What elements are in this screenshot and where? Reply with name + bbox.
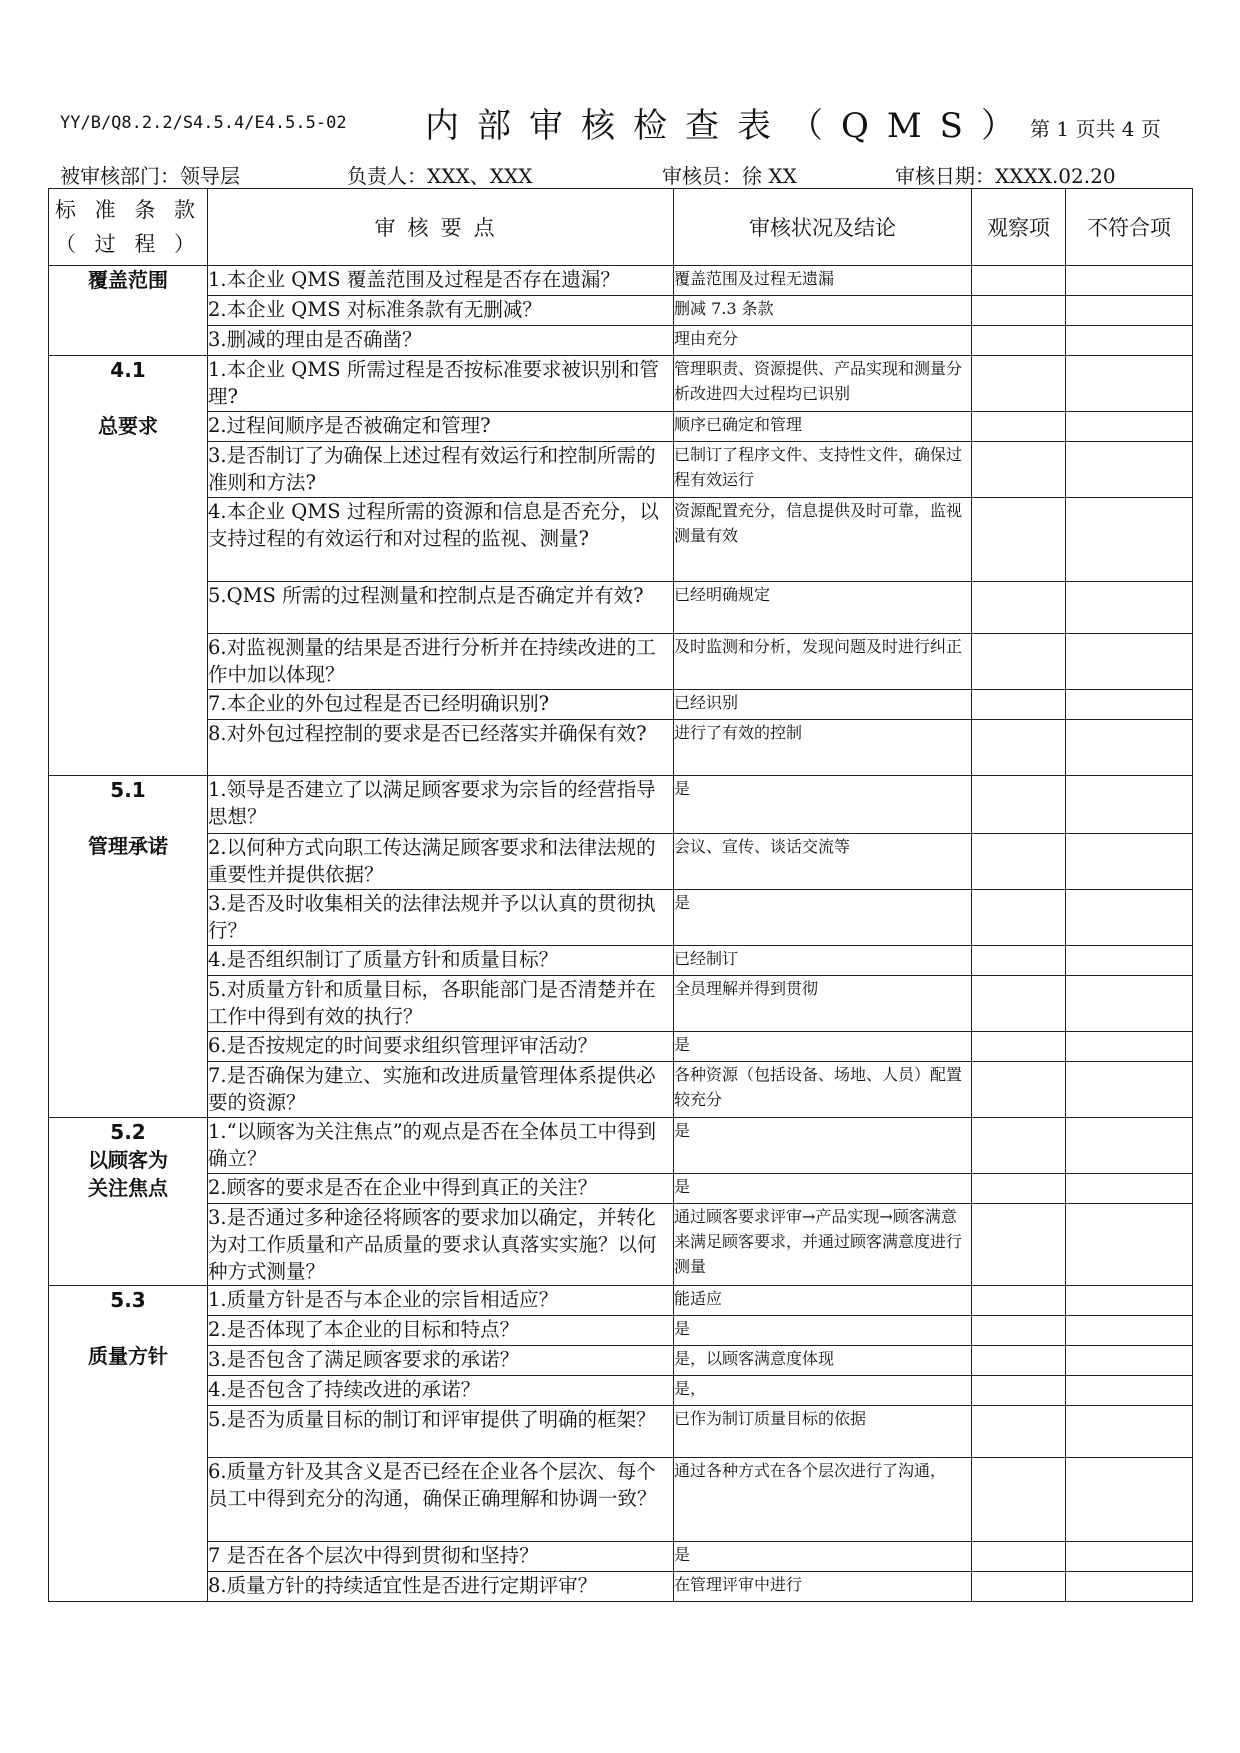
observation-cell — [972, 946, 1066, 976]
observation-cell — [972, 326, 1066, 356]
nonconformity-cell — [1066, 834, 1193, 890]
observation-cell — [972, 834, 1066, 890]
audit-result-cell: 及时监测和分析，发现问题及时进行纠正 — [674, 634, 972, 690]
audit-point-cell: 1.“以顾客为关注焦点”的观点是否在全体员工中得到确立？ — [208, 1118, 674, 1174]
observation-cell — [972, 1316, 1066, 1346]
table-header-row — [49, 189, 1193, 266]
audit-point-cell: 2.过程间顺序是否被确定和管理? — [208, 412, 674, 442]
responsible-person: 负责人：XXX、XXX — [347, 164, 533, 188]
nonconformity-cell — [1066, 356, 1193, 412]
table-row — [49, 326, 1193, 356]
observation-cell — [972, 442, 1066, 498]
audit-result-cell: 已作为制订质量目标的依据 — [674, 1406, 972, 1458]
observation-cell — [972, 498, 1066, 582]
table-row — [49, 356, 1193, 412]
audit-point-cell: 6.是否按规定的时间要求组织管理评审活动？ — [208, 1032, 674, 1062]
audit-result-cell: 理由充分 — [674, 326, 972, 356]
nonconformity-cell — [1066, 442, 1193, 498]
column-header-result: 审核状况及结论 — [674, 189, 972, 266]
clause-label: 4.1 总要求 — [98, 358, 158, 438]
audit-result-cell: 已制订了程序文件、支持性文件，确保过程有效运行 — [674, 442, 972, 498]
table-row — [49, 582, 1193, 634]
audit-result-cell: 管理职责、资源提供、产品实现和测量分析改进四大过程均已识别 — [674, 356, 972, 412]
nonconformity-cell — [1066, 266, 1193, 296]
observation-cell — [972, 1062, 1066, 1118]
observation-cell — [972, 1376, 1066, 1406]
clause-cell — [49, 1118, 208, 1286]
observation-cell — [972, 690, 1066, 720]
table-row — [49, 1204, 1193, 1286]
audit-point-cell: 2.本企业 QMS 对标准条款有无删减？ — [208, 296, 674, 326]
table-row — [49, 1174, 1193, 1204]
audit-point-cell: 5.是否为质量目标的制订和评审提供了明确的框架？ — [208, 1406, 674, 1458]
column-header-nonconformity: 不符合项 — [1066, 189, 1193, 266]
table-row — [49, 946, 1193, 976]
audit-point-cell: 8.对外包过程控制的要求是否已经落实并确保有效? — [208, 720, 674, 776]
audit-result-cell: 是 — [674, 1316, 972, 1346]
audit-point-cell: 5.对质量方针和质量目标，各职能部门是否清楚并在工作中得到有效的执行？ — [208, 976, 674, 1032]
clause-label: 5.1 管理承诺 — [88, 778, 168, 858]
column-header-observation: 观察项 — [972, 189, 1066, 266]
audit-point-cell: 5.QMS 所需的过程测量和控制点是否确定并有效? — [208, 582, 674, 634]
table-row — [49, 976, 1193, 1032]
table-row — [49, 442, 1193, 498]
audit-point-cell: 4.是否包含了持续改进的承诺？ — [208, 1376, 674, 1406]
table-row — [49, 1118, 1193, 1174]
table-row — [49, 1406, 1193, 1458]
nonconformity-cell — [1066, 690, 1193, 720]
clause-cell — [49, 266, 208, 356]
audit-date: 审核日期：XXXX.02.20 — [895, 164, 1116, 188]
observation-cell — [972, 1542, 1066, 1572]
audit-point-cell: 7.是否确保为建立、实施和改进质量管理体系提供必要的资源？ — [208, 1062, 674, 1118]
page-indicator: 第 1 页共 4 页 — [1030, 117, 1161, 141]
audit-point-cell: 1.质量方针是否与本企业的宗旨相适应？ — [208, 1286, 674, 1316]
nonconformity-cell — [1066, 1376, 1193, 1406]
table-row — [49, 890, 1193, 946]
audit-point-cell: 3.是否通过多种途径将顾客的要求加以确定，并转化为对工作质量和产品质量的要求认真落实实施？以何种方式测量？ — [208, 1204, 674, 1286]
observation-cell — [972, 776, 1066, 834]
document-title: 内部审核检查表（QMS） — [425, 106, 1033, 146]
clause-cell — [49, 1286, 208, 1602]
observation-cell — [972, 356, 1066, 412]
observation-cell — [972, 634, 1066, 690]
audit-result-cell: 删减 7.3 条款 — [674, 296, 972, 326]
audit-point-cell: 3.是否制订了为确保上述过程有效运行和控制所需的准则和方法? — [208, 442, 674, 498]
table-row — [49, 634, 1193, 690]
nonconformity-cell — [1066, 412, 1193, 442]
table-row — [49, 834, 1193, 890]
audit-point-cell: 1.本企业 QMS 所需过程是否按标准要求被识别和管理? — [208, 356, 674, 412]
audit-point-cell: 7.本企业的外包过程是否已经明确识别? — [208, 690, 674, 720]
observation-cell — [972, 720, 1066, 776]
nonconformity-cell — [1066, 890, 1193, 946]
audit-result-cell: 全员理解并得到贯彻 — [674, 976, 972, 1032]
audit-result-cell: 能适应 — [674, 1286, 972, 1316]
audit-result-cell: 资源配置充分，信息提供及时可靠，监视测量有效 — [674, 498, 972, 582]
audit-result-cell: 是 — [674, 776, 972, 834]
audit-point-cell: 6.对监视测量的结果是否进行分析并在持续改进的工作中加以体现？ — [208, 634, 674, 690]
audit-point-cell: 1.领导是否建立了以满足顾客要求为宗旨的经营指导思想？ — [208, 776, 674, 834]
table-row — [49, 720, 1193, 776]
audit-checklist-table — [48, 188, 1193, 1602]
audit-result-cell: 已经制订 — [674, 946, 972, 976]
audited-department: 被审核部门：领导层 — [60, 164, 240, 188]
nonconformity-cell — [1066, 1032, 1193, 1062]
nonconformity-cell — [1066, 720, 1193, 776]
clause-label: 5.3 质量方针 — [88, 1288, 168, 1368]
audit-point-cell: 2.是否体现了本企业的目标和特点？ — [208, 1316, 674, 1346]
observation-cell — [972, 1118, 1066, 1174]
audit-result-cell: 通过各种方式在各个层次进行了沟通， — [674, 1458, 972, 1542]
audit-point-cell: 2.顾客的要求是否在企业中得到真正的关注？ — [208, 1174, 674, 1204]
audit-result-cell: 是 — [674, 1032, 972, 1062]
column-header-audit-point: 审核要点 — [208, 189, 674, 266]
audit-point-cell: 4.是否组织制订了质量方针和质量目标？ — [208, 946, 674, 976]
audit-point-cell: 7 是否在各个层次中得到贯彻和坚持？ — [208, 1542, 674, 1572]
nonconformity-cell — [1066, 582, 1193, 634]
nonconformity-cell — [1066, 1174, 1193, 1204]
nonconformity-cell — [1066, 296, 1193, 326]
document-code: YY/B/Q8.2.2/S4.5.4/E4.5.5-02 — [60, 113, 347, 133]
nonconformity-cell — [1066, 776, 1193, 834]
nonconformity-cell — [1066, 1118, 1193, 1174]
audit-result-cell: 已经识别 — [674, 690, 972, 720]
nonconformity-cell — [1066, 1204, 1193, 1286]
audit-result-cell: 在管理评审中进行 — [674, 1572, 972, 1602]
table-row — [49, 1542, 1193, 1572]
auditor: 审核员：徐 XX — [662, 164, 797, 188]
table-row — [49, 1316, 1193, 1346]
observation-cell — [972, 1346, 1066, 1376]
column-header-clause — [49, 189, 208, 266]
observation-cell — [972, 1406, 1066, 1458]
nonconformity-cell — [1066, 1458, 1193, 1542]
audit-result-cell: 通过顾客要求评审→产品实现→顾客满意来满足顾客要求，并通过顾客满意度进行测量 — [674, 1204, 972, 1286]
audit-point-cell: 2.以何种方式向职工传达满足顾客要求和法律法规的重要性并提供依据？ — [208, 834, 674, 890]
audit-result-cell: 是 — [674, 1174, 972, 1204]
document-header — [0, 0, 1240, 188]
observation-cell — [972, 1204, 1066, 1286]
observation-cell — [972, 1458, 1066, 1542]
nonconformity-cell — [1066, 1286, 1193, 1316]
observation-cell — [972, 976, 1066, 1032]
nonconformity-cell — [1066, 1346, 1193, 1376]
table-row — [49, 1062, 1193, 1118]
audit-result-cell: 进行了有效的控制 — [674, 720, 972, 776]
audit-table-body — [49, 266, 1193, 1602]
table-row — [49, 1458, 1193, 1542]
observation-cell — [972, 890, 1066, 946]
audit-result-cell: 会议、宣传、谈话交流等 — [674, 834, 972, 890]
audit-result-cell: 是 — [674, 1542, 972, 1572]
clause-cell — [49, 776, 208, 1118]
nonconformity-cell — [1066, 1062, 1193, 1118]
audit-result-cell: 各种资源（包括设备、场地、人员）配置较充分 — [674, 1062, 972, 1118]
audit-point-cell: 3.是否及时收集相关的法律法规并予以认真的贯彻执行？ — [208, 890, 674, 946]
audit-result-cell: 是 — [674, 1118, 972, 1174]
table-row — [49, 1346, 1193, 1376]
observation-cell — [972, 1572, 1066, 1602]
table-row — [49, 1286, 1193, 1316]
column-header-clause-text: 标 准 条 款 （ 过 程 ） — [54, 198, 202, 256]
clause-label: 覆盖范围 — [88, 268, 168, 292]
table-row — [49, 776, 1193, 834]
nonconformity-cell — [1066, 1316, 1193, 1346]
audit-point-cell: 1.本企业 QMS 覆盖范围及过程是否存在遗漏？ — [208, 266, 674, 296]
table-row — [49, 296, 1193, 326]
observation-cell — [972, 1032, 1066, 1062]
nonconformity-cell — [1066, 326, 1193, 356]
audit-result-cell: 是 — [674, 890, 972, 946]
table-row — [49, 412, 1193, 442]
audit-result-cell: 已经明确规定 — [674, 582, 972, 634]
table-row — [49, 266, 1193, 296]
audit-point-cell: 6.质量方针及其含义是否已经在企业各个层次、每个员工中得到充分的沟通，确保正确理解和协调一致？ — [208, 1458, 674, 1542]
table-row — [49, 1032, 1193, 1062]
table-row — [49, 498, 1193, 582]
observation-cell — [972, 1174, 1066, 1204]
table-row — [49, 1572, 1193, 1602]
nonconformity-cell — [1066, 1542, 1193, 1572]
nonconformity-cell — [1066, 1406, 1193, 1458]
table-row — [49, 690, 1193, 720]
audit-point-cell: 4.本企业 QMS 过程所需的资源和信息是否充分，以支持过程的有效运行和对过程的监视、测量? — [208, 498, 674, 582]
nonconformity-cell — [1066, 498, 1193, 582]
audit-result-cell: 覆盖范围及过程无遗漏 — [674, 266, 972, 296]
observation-cell — [972, 266, 1066, 296]
observation-cell — [972, 582, 1066, 634]
audit-point-cell: 8.质量方针的持续适宜性是否进行定期评审？ — [208, 1572, 674, 1602]
nonconformity-cell — [1066, 946, 1193, 976]
clause-cell — [49, 356, 208, 776]
observation-cell — [972, 296, 1066, 326]
nonconformity-cell — [1066, 1572, 1193, 1602]
nonconformity-cell — [1066, 634, 1193, 690]
audit-point-cell: 3.删减的理由是否确凿？ — [208, 326, 674, 356]
clause-label: 5.2 以顾客为 关注焦点 — [88, 1120, 168, 1200]
audit-result-cell: 是，以顾客满意度体现 — [674, 1346, 972, 1376]
audit-result-cell: 顺序已确定和管理 — [674, 412, 972, 442]
audit-result-cell: 是， — [674, 1376, 972, 1406]
table-row — [49, 1376, 1193, 1406]
observation-cell — [972, 412, 1066, 442]
observation-cell — [972, 1286, 1066, 1316]
nonconformity-cell — [1066, 976, 1193, 1032]
audit-point-cell: 3.是否包含了满足顾客要求的承诺？ — [208, 1346, 674, 1376]
